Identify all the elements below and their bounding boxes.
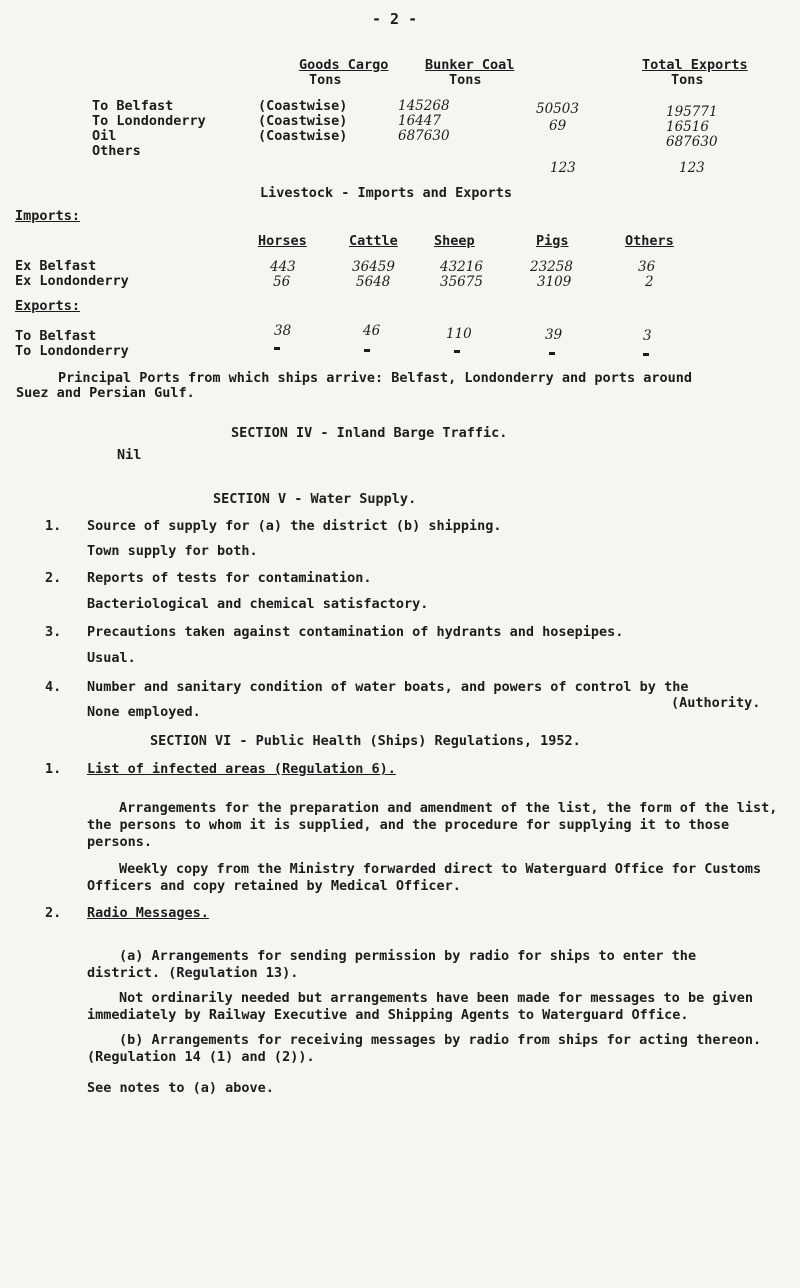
import-value: 35675	[440, 274, 483, 290]
row-mode: (Coastwise)	[258, 98, 348, 114]
col-sheep: Sheep	[434, 233, 475, 249]
import-value: 56	[273, 274, 291, 290]
export-value: 110	[446, 326, 472, 342]
bunker-value: 123	[550, 160, 576, 176]
item-number: 2.	[45, 905, 62, 921]
col-horses: Horses	[258, 233, 307, 249]
item-paragraph: Not ordinarily needed but arrangements have been made for messages to be given immediately by Railway Executive and Shipping Agents to Waterguard Office.	[87, 990, 753, 1023]
total-value: 195771	[666, 104, 718, 120]
export-value: 38	[274, 323, 292, 339]
item-question: Precautions taken against contamination of hydrants and hosepipes.	[87, 624, 624, 640]
row-label: To Londonderry	[92, 113, 206, 129]
item-answer: Town supply for both.	[87, 543, 258, 559]
total-value: 16516	[666, 119, 709, 135]
total-exports-header: Total Exports	[642, 57, 748, 73]
item-title: Radio Messages.	[87, 905, 209, 921]
export-dash	[643, 353, 649, 356]
import-value: 3109	[537, 274, 572, 290]
item-answer: Bacteriological and chemical satisfactory.	[87, 596, 429, 612]
import-value: 443	[270, 259, 296, 275]
item-number: 1.	[45, 761, 62, 777]
import-value: 36	[638, 259, 656, 275]
row-mode: (Coastwise)	[258, 128, 348, 144]
import-value: 36459	[352, 259, 395, 275]
total-value: 687630	[666, 134, 718, 150]
item-number: 3.	[45, 624, 62, 640]
total-exports-unit: Tons	[671, 72, 704, 88]
page-number: - 2 -	[372, 10, 418, 28]
item-number: 1.	[45, 518, 62, 534]
bunker-coal-header: Bunker Coal	[425, 57, 515, 73]
goods-value: 145268	[398, 98, 450, 114]
import-row-label: Ex Londonderry	[15, 273, 129, 289]
item-paragraph: Arrangements for the preparation and amendment of the list, the form of the list, the persons to whom it is supplied, and the procedure for supplying it to those persons.	[87, 800, 778, 850]
col-pigs: Pigs	[536, 233, 569, 249]
principal-ports-line1: Principal Ports from which ships arrive: Belfast, Londonderry and ports around	[58, 370, 692, 386]
export-value: 46	[363, 323, 381, 339]
item-answer: Usual.	[87, 650, 136, 666]
bunker-value: 69	[549, 118, 567, 134]
item-question-cont: (Authority.	[671, 695, 761, 711]
import-value: 5648	[356, 274, 391, 290]
section-5-heading: SECTION V - Water Supply.	[213, 491, 417, 507]
item-question: Number and sanitary condition of water boats, and powers of control by the	[87, 679, 689, 695]
bunker-coal-unit: Tons	[449, 72, 482, 88]
row-label: To Belfast	[92, 98, 174, 114]
item-answer: None employed.	[87, 704, 201, 720]
item-question: Reports of tests for contamination.	[87, 570, 372, 586]
export-dash	[274, 347, 280, 350]
export-value: 3	[643, 328, 652, 344]
item-title: List of infected areas (Regulation 6).	[87, 761, 396, 777]
exports-label: Exports:	[15, 298, 81, 314]
item-paragraph: (b) Arrangements for receiving messages by radio from ships for acting thereon. (Regulation 14 (1) and (2)).	[87, 1032, 762, 1065]
col-others: Others	[625, 233, 674, 249]
import-value: 2	[645, 274, 654, 290]
goods-cargo-unit: Tons	[309, 72, 342, 88]
row-label: Others	[92, 143, 141, 159]
goods-value: 687630	[398, 128, 450, 144]
export-row-label: To Londonderry	[15, 343, 129, 359]
goods-cargo-header: Goods Cargo	[299, 57, 389, 73]
principal-ports-line2: Suez and Persian Gulf.	[16, 385, 195, 401]
import-value: 23258	[530, 259, 573, 275]
item-question: Source of supply for (a) the district (b) shipping.	[87, 518, 502, 534]
goods-value: 16447	[398, 113, 441, 129]
section-4-text: Nil	[117, 447, 142, 463]
import-value: 43216	[440, 259, 483, 275]
section-4-heading: SECTION IV - Inland Barge Traffic.	[231, 425, 508, 441]
livestock-title: Livestock - Imports and Exports	[260, 185, 512, 201]
section-6-heading: SECTION VI - Public Health (Ships) Regulations, 1952.	[150, 733, 581, 749]
export-value: 39	[545, 327, 563, 343]
item-paragraph: See notes to (a) above.	[87, 1080, 274, 1096]
col-cattle: Cattle	[349, 233, 398, 249]
item-number: 2.	[45, 570, 62, 586]
item-number: 4.	[45, 679, 62, 695]
import-row-label: Ex Belfast	[15, 258, 97, 274]
total-value: 123	[679, 160, 705, 176]
export-dash	[549, 352, 555, 355]
item-paragraph: (a) Arrangements for sending permission by radio for ships to enter the district. (Regulation 13).	[87, 948, 697, 981]
row-label: Oil	[92, 128, 117, 144]
bunker-value: 50503	[536, 101, 579, 117]
item-paragraph: Weekly copy from the Ministry forwarded direct to Waterguard Office for Customs Officers and copy retained by Medical Officer.	[87, 861, 762, 894]
export-dash	[454, 350, 460, 353]
export-dash	[364, 349, 370, 352]
export-row-label: To Belfast	[15, 328, 97, 344]
row-mode: (Coastwise)	[258, 113, 348, 129]
imports-label: Imports:	[15, 208, 81, 224]
